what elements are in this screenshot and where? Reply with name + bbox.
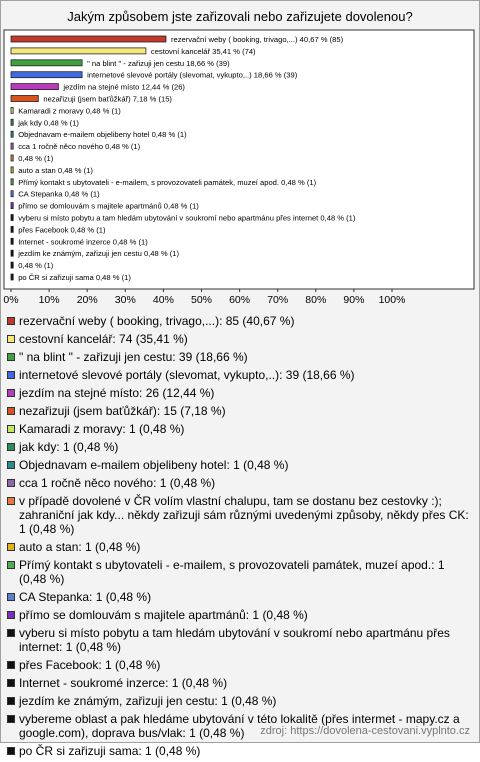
legend-item [7, 676, 473, 690]
bar [11, 226, 13, 232]
legend-item [7, 422, 473, 436]
chart-title: Jakým způsobem jste zařizovali nebo zařizujete dovolenou? [67, 9, 413, 24]
legend-label: Kamaradi z moravy: 1 (0,48 %) [19, 422, 185, 436]
bar-label: internetové slevové portály (slevomat, vykupto,..) 18,66 % (39) [87, 70, 298, 80]
legend-label: vybereme oblast a pak hledáme ubytování v této lokalitě (přes intermet - mapy.cz a google.com), doprava bus/vlak: 1 (0,48 %) [19, 712, 460, 740]
bar-label: " na blint " - zařizuji jen cestu 18,66 % (39) [87, 58, 230, 68]
bar-label: jak kdy 0,48 % (1) [18, 118, 79, 128]
bar [11, 131, 13, 137]
x-tick-label: 90% [343, 294, 365, 306]
legend-label: Internet - soukromé inzerce: 1 (0,48 %) [19, 676, 228, 690]
bar [11, 155, 13, 161]
bar-label: přímo se domlouvám s majitele apartmánů 0,48 % (1) [18, 201, 199, 211]
legend-item [7, 540, 473, 554]
bar-label: cca 1 ročně něco nového 0,48 % (1) [18, 142, 141, 152]
bar-group [11, 118, 79, 127]
bar-group [11, 249, 179, 258]
x-tick-label: 0% [3, 294, 19, 306]
legend-swatch [7, 497, 15, 505]
legend-item [7, 332, 473, 346]
bar-group [11, 214, 356, 223]
bar [11, 96, 38, 102]
bar [11, 167, 13, 173]
bar-group [11, 166, 93, 175]
legend-swatch [7, 461, 15, 469]
legend-swatch [7, 747, 15, 755]
bar [11, 203, 13, 209]
legend-swatch [7, 715, 15, 723]
bar-label: jezdím ke známým, zařizuji jen cestu 0,48 % (1) [18, 249, 179, 259]
legend-item [7, 458, 473, 472]
legend-label: auto a stan: 1 (0,48 %) [19, 540, 141, 554]
legend-item [7, 658, 473, 672]
bar [11, 84, 58, 90]
legend-swatch [7, 661, 15, 669]
bar-group [11, 261, 54, 270]
legend-item [7, 404, 473, 418]
legend-swatch [7, 317, 15, 325]
bar-label: Přímý kontakt s ubytovateli - e-mailem, s provozovateli památek, muzeí apod. 0,48 % (1) [18, 177, 317, 187]
legend-item [7, 558, 473, 586]
bar [11, 143, 13, 149]
legend-label: internetové slevové portály (slevomat, vykupto,..): 39 (18,66 %) [19, 368, 355, 382]
bar [11, 191, 13, 197]
legend-item [7, 386, 473, 400]
bar [11, 107, 13, 113]
legend-item [7, 494, 473, 536]
legend-label: Přímý kontakt s ubytovateli - e-mailem, s provozovateli památek, muzeí apod.: 1 (0,48 %) [19, 558, 445, 586]
x-tick-label: 50% [190, 294, 213, 306]
legend-swatch [7, 407, 15, 415]
legend-item [7, 744, 473, 758]
legend-label: po ČR si zařizuji sama: 1 (0,48 %) [19, 744, 201, 758]
x-tick-label: 40% [152, 294, 174, 306]
legend-item [7, 350, 473, 364]
bar-group [11, 225, 106, 234]
legend-item [7, 626, 473, 654]
legend-item [7, 314, 473, 328]
bar-label: CA Stepanka 0,48 % (1) [18, 189, 100, 199]
bar-group [11, 190, 100, 199]
legend-item [7, 368, 473, 382]
bar-label: Internet - soukromé inzerce 0,48 % (1) [18, 237, 148, 247]
bar [11, 36, 166, 42]
x-tick-label: 100% [378, 294, 406, 306]
source-text: zdroj: https://dovolena-cestovani.vyplnto.cz [260, 725, 470, 737]
bar-label: rezervační weby ( booking, trivago,...) 40,67 % (85) [170, 35, 344, 44]
legend-label: cca 1 ročně něco nového: 1 (0,48 %) [19, 476, 216, 490]
bar-label: 0,48 % (1) [18, 261, 54, 271]
bar-label: cestovní kancelář 35,41 % (74) [150, 46, 256, 56]
legend-swatch [7, 697, 15, 705]
legend-label: vyberu si místo pobytu a tam hledám ubytování v soukromí nebo apartmánu přes internet: 1 (0,48 %) [19, 626, 450, 654]
x-tick-label: 10% [38, 294, 60, 306]
bar-group [11, 273, 131, 282]
legend-label: Objednavam e-mailem objelibeny hotel: 1 (0,48 %) [19, 458, 289, 472]
legend-swatch [7, 353, 15, 361]
bar [11, 48, 146, 54]
bar [11, 72, 82, 78]
legend-item [7, 608, 473, 622]
bar [11, 262, 13, 268]
bar-group [11, 106, 121, 115]
bar [11, 215, 13, 221]
bar-label: auto a stan 0,48 % (1) [18, 165, 93, 175]
legend-label: v případě dovolené v ČR volím vlastní chalupu, tam se dostanu bez cestovky :); zahraniční jak kdy... někdy zařizuji sám různými uvedenými způsoby, někdy přes CK: 1 (0,48 %) [19, 494, 469, 536]
legend-swatch [7, 425, 15, 433]
bar-label: Kamaradi z moravy 0,48 % (1) [18, 106, 121, 116]
legend-swatch [7, 443, 15, 451]
bar [11, 119, 13, 125]
bar-label: Objednavam e-mailem objelibeny hotel 0,48 % (1) [18, 130, 187, 140]
legend-swatch [7, 479, 15, 487]
legend-label: jak kdy: 1 (0,48 %) [19, 440, 119, 454]
bar [11, 179, 13, 185]
bar [11, 274, 13, 280]
bar-label: 0,48 % (1) [18, 154, 54, 163]
x-tick-label: 30% [114, 294, 136, 306]
x-tick-label: 20% [76, 294, 98, 306]
bar-group [11, 142, 141, 151]
bar [11, 60, 82, 66]
bar-group [11, 178, 317, 187]
bar [11, 250, 13, 256]
legend-swatch [7, 389, 15, 397]
legend-label: jezdím na stejné místo: 26 (12,44 %) [19, 386, 215, 400]
legend-item [7, 476, 473, 490]
bar-label: jezdím na stejné místo 12,44 % (26) [63, 82, 185, 92]
legend-swatch [7, 371, 15, 379]
legend-label: jezdím ke známým, zařizuji jen cestu: 1 (0,48 %) [19, 694, 277, 708]
legend [7, 314, 473, 762]
bar [11, 238, 13, 244]
bar-label: přes Facebook 0,48 % (1) [18, 225, 106, 235]
legend-swatch [7, 629, 15, 637]
x-tick-label: 80% [305, 294, 327, 306]
legend-label: nezařizuji (jsem baťůžkář): 15 (7,18 %) [19, 404, 226, 418]
legend-label: přímo se domlouvám s majitele apartmánů: 1 (0,48 %) [19, 608, 308, 622]
legend-label: " na blint " - zařizuji jen cestu: 39 (18,66 %) [19, 350, 248, 364]
bar-group [11, 130, 187, 139]
legend-swatch [7, 593, 15, 601]
legend-swatch [7, 561, 15, 569]
bar-group [11, 154, 54, 163]
legend-label: přes Facebook: 1 (0,48 %) [19, 658, 161, 672]
x-tick-label: 70% [267, 294, 289, 306]
legend-swatch [7, 679, 15, 687]
legend-item [7, 440, 473, 454]
legend-swatch [7, 611, 15, 619]
legend-item [7, 694, 473, 708]
x-tick-label: 60% [229, 294, 251, 306]
bar-chart [0, 0, 480, 310]
bar-group [11, 237, 148, 246]
bar-label: po ČR si zařizuji sama 0,48 % (1) [18, 273, 131, 282]
bar-group [11, 202, 199, 211]
legend-label: CA Stepanka: 1 (0,48 %) [19, 590, 152, 604]
legend-label: cestovní kancelář: 74 (35,41 %) [19, 332, 188, 346]
legend-item [7, 590, 473, 604]
legend-swatch [7, 335, 15, 343]
bar-label: vyberu si místo pobytu a tam hledám ubytování v soukromí nebo apartmánu přes internet 0,48 % (1) [18, 213, 356, 223]
legend-swatch [7, 543, 15, 551]
bar-label: nezařizuji (jsem baťůžkář) 7,18 % (15) [43, 94, 172, 104]
legend-label: rezervační weby ( booking, trivago,...): 85 (40,67 %) [19, 314, 295, 328]
